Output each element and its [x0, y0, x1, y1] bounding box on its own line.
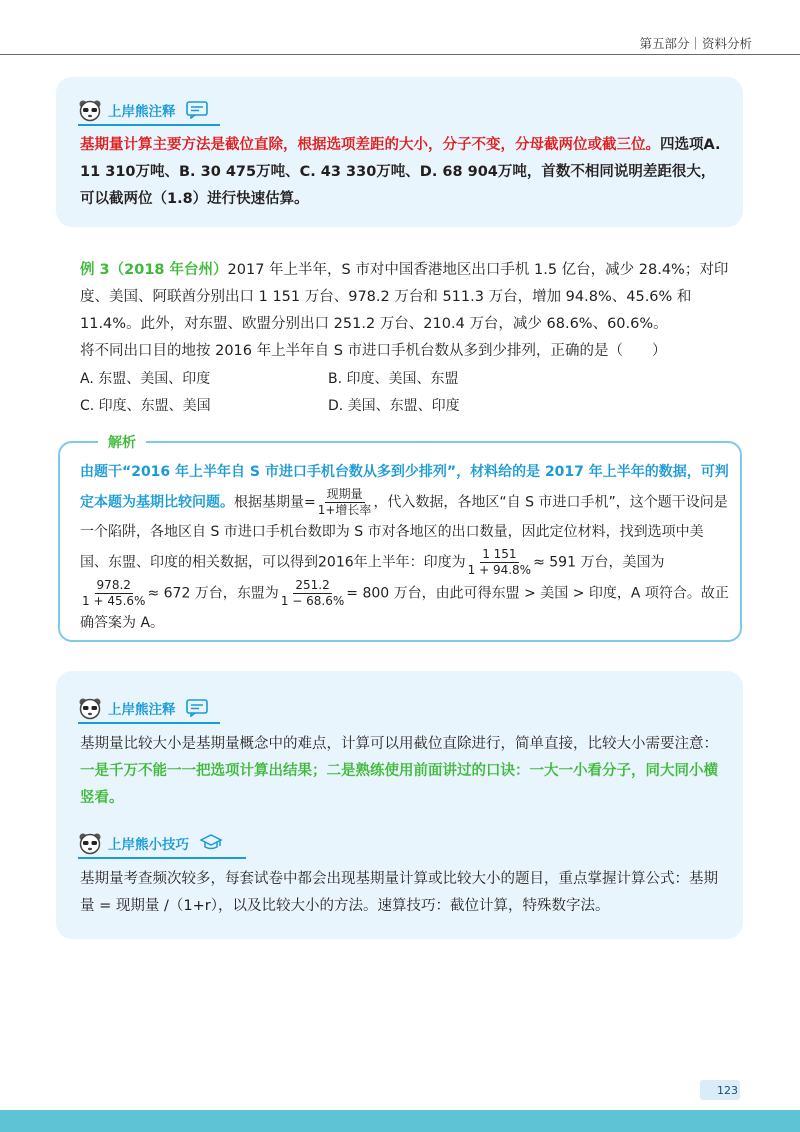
fraction-denominator: 1 + 94.8%	[467, 563, 532, 577]
analysis-text-a: 根据基期量=	[234, 494, 316, 511]
fraction-india	[468, 547, 531, 578]
tip-underline	[78, 857, 246, 859]
analysis-text	[80, 458, 730, 638]
bear-note-header-2	[78, 694, 208, 722]
tip-text: 基期量考查频次较多，每套试卷中都会出现基期量计算或比较大小的题目，重点掌握计算公式：基期量 = 现期量 /（1+r），以及比较大小的方法。速算技巧：截位计算，特殊数字法。	[80, 871, 718, 914]
fraction-numerator: 1 151	[482, 547, 517, 561]
bear-note-header-1	[78, 96, 208, 124]
fraction-numerator: 现期量	[326, 487, 363, 501]
note1-red-text: 基期量计算主要方法是截位直除，根据选项差距的大小，分子不变，分母截两位或截三位。	[80, 137, 660, 153]
analysis-text-e: 东盟为	[236, 585, 279, 602]
bear-mascot-icon	[78, 831, 102, 855]
example-text: 2017 年上半年，S 市对中国香港地区出口手机 1.5 亿台，减少 28.4%；对印度、美国、阿联酋分别出口 1 151 万台、978.2 万台和 511.3 万台，增加 94.8%、45.6% 和 11.4%。此外，对东盟、欧盟分别出口 251.2 万台、210.4 万台，减少 68.6%、60.6%。	[80, 262, 729, 332]
fraction-asean	[281, 578, 344, 609]
fraction-denominator: 1+增长率	[317, 503, 372, 517]
tip-label: 上岸熊小技巧	[108, 837, 189, 853]
note1-text	[80, 132, 725, 213]
analysis-text-f: = 800 万台，由此可得东盟 > 美国 > 印度，A 项符合。故正确答案为 A。	[80, 585, 729, 631]
fraction-denominator: 1 − 68.6%	[280, 594, 345, 608]
bear-mascot-icon	[78, 696, 102, 720]
fraction-denominator: 1 + 45.6%	[82, 594, 146, 608]
note2-plain-text: 基期量比较大小是基期量概念中的难点，计算可以用截位直除进行，简单直接，比较大小需要注意：	[80, 736, 718, 752]
page-number: 123	[717, 1084, 738, 1097]
analysis-text-c: ≈ 591 万台，美国为	[533, 554, 665, 571]
bear-mascot-icon	[78, 98, 102, 122]
example-label: 例 3（2018 年台州）	[80, 262, 228, 278]
fraction-numerator: 978.2	[96, 578, 131, 592]
note-label: 上岸熊注释	[108, 702, 176, 718]
option-c[interactable]: C. 印度、东盟、美国	[80, 398, 211, 414]
example-3-body	[80, 257, 730, 338]
header-divider	[0, 54, 800, 55]
fraction-base-formula	[318, 487, 372, 518]
option-b[interactable]: B. 印度、美国、东盟	[328, 371, 459, 387]
section-header: 第五部分｜资料分析	[639, 36, 752, 51]
analysis-title: 解析	[98, 432, 146, 452]
example-question: 将不同出口目的地按 2016 年上半年自 S 市进口手机台数从多到少排列，正确的是（ ）	[80, 343, 667, 359]
option-d[interactable]: D. 美国、东盟、印度	[328, 398, 460, 414]
analysis-text-d: ≈ 672 万台，	[147, 585, 237, 602]
fraction-usa	[82, 578, 145, 609]
note-label: 上岸熊注释	[108, 104, 176, 120]
note1-bold-text: 四选项A. 11 310万吨、B. 30 475万吨、C. 43 330万吨、D. 68 904万吨，首数不相同说明差距很大，可以截两位（1.8）进行快速估算。	[80, 137, 721, 207]
fraction-numerator: 251.2	[295, 578, 330, 592]
note-underline	[78, 722, 220, 724]
analysis-text-b: ，代入数据，各地区“自 S 市进口手机”，这个题干设问是一个陷阱，各地区自 S 市进口手机台数即为 S 市对各地区的出口数量，因此定位材料，找到选项中美国、东盟、印度的相关数据，可以得到2016年上半年：印度为	[80, 494, 728, 571]
option-a[interactable]: A. 东盟、美国、印度	[80, 371, 211, 387]
bottom-color-bar	[0, 1110, 800, 1132]
note2-text	[80, 731, 730, 812]
note-underline	[78, 124, 220, 126]
tip-header	[78, 829, 223, 857]
graduation-cap-icon	[199, 834, 223, 852]
note2-green-text: 一是千万不能一一把选项计算出结果；二是熟练使用前面讲过的口诀：一大一小看分子，同大同小横竖看。	[80, 763, 718, 806]
speech-bubble-icon	[186, 101, 208, 119]
speech-bubble-icon	[186, 699, 208, 717]
analysis-blue-text: 由题干“2016 年上半年自 S 市进口手机台数从多到少排列”，材料给的是 2017 年上半年的数据，可判定本题为基期比较问题。	[80, 464, 729, 511]
